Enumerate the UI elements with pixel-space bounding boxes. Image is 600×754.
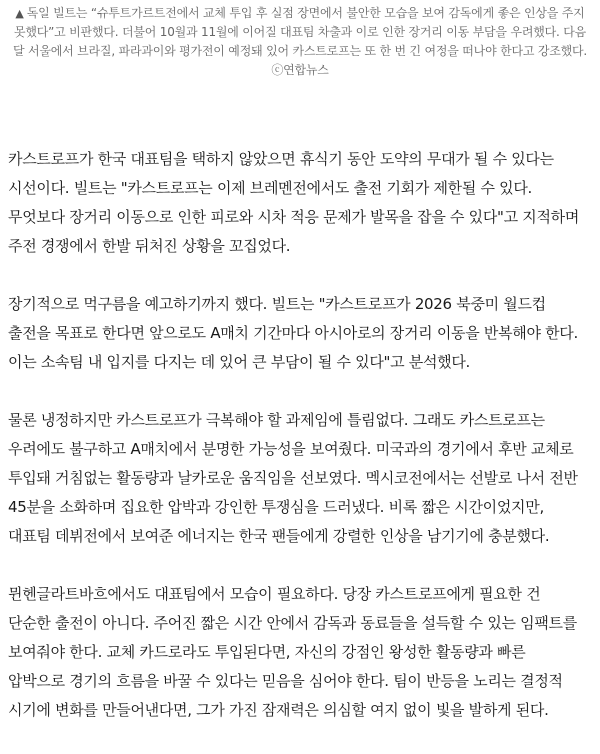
article-paragraph-2: 장기적으로 먹구름을 예고하기까지 했다. 빌트는 "카스트로프가 2026 북중미 월드컵 출전을 목표로 한다면 앞으로도 A매치 기간마다 아시아로의 장거리 이동을 반복해야 한다. 이는 소속팀 내 입지를 다지는 데 있어 큰 부담이 될 수 있다"고 분석했다. xyxy=(8,295,578,371)
article-paragraph-3: 물론 냉정하지만 카스트로프가 극복해야 할 과제임에 틀림없다. 그래도 카스트로프는 우려에도 불구하고 A매치에서 분명한 가능성을 보여줬다. 미국과의 경기에서 후반 교체로 투입돼 거침없는 활동량과 날카로운 움직임을 선보였다. 멕시코전에서는 선발로 나서 전반 45분을 소화하며 집요한 압박과 강인한 투쟁심을 드러냈다. 비록 짧은 시간이었지만, 대표팀 데뷔전에서 보여준 에너지는 한국 팬들에게 강렬한 인상을 남기기에 충분했다. xyxy=(8,411,578,545)
article-body xyxy=(8,145,584,754)
article-paragraph-4: 뮌헨글라트바흐에서도 대표팀에서 모습이 필요하다. 당장 카스트로프에게 필요한 건 단순한 출전이 아니다. 주어진 짧은 시간 안에서 감독과 동료들을 설득할 수 있는 임팩트를 보여줘야 한다. 교체 카드로라도 투입된다면, 자신의 강점인 왕성한 활동량과 빠른 압박으로 경기의 흐름을 바꿀 수 있다는 믿음을 심어야 한다. 팀이 반등을 노리는 결정적 시기에 변화를 만들어낸다면, 그가 가진 잠재력은 의심할 여지 없이 빛을 발하게 된다. xyxy=(8,585,577,719)
caption-text: 독일 빌트는 “슈투트가르트전에서 교체 투입 후 실점 장면에서 불안한 모습을 보여 감독에게 좋은 인상을 주지 못했다”고 비판했다. 더불어 10월과 11월에 이어질 대표팀 차출과 이로 인한 장거리 이동 부담을 우려했다. 다음 달 서울에서 브라질, 파라과이와 평가전이 예정돼 있어 카스트로프는 또 한 번 긴 여정을 떠나야 한다고 강조했다. ⓒ연합뉴스 xyxy=(12,6,588,77)
article-paragraph-1: 카스트로프가 한국 대표팀을 택하지 않았으면 휴식기 동안 도약의 무대가 될 수 있다는 시선이다. 빌트는 "카스트로프는 이제 브레멘전에서도 출전 기회가 제한될 수 있다. 무엇보다 장거리 이동으로 인한 피로와 시차 적응 문제가 발목을 잡을 수 있다"고 지적하며 주전 경쟁에서 한발 뒤처진 상황을 꼬집었다. xyxy=(8,150,580,255)
photo-caption xyxy=(8,4,592,80)
caption-triangle-icon: ▲ xyxy=(15,7,24,20)
